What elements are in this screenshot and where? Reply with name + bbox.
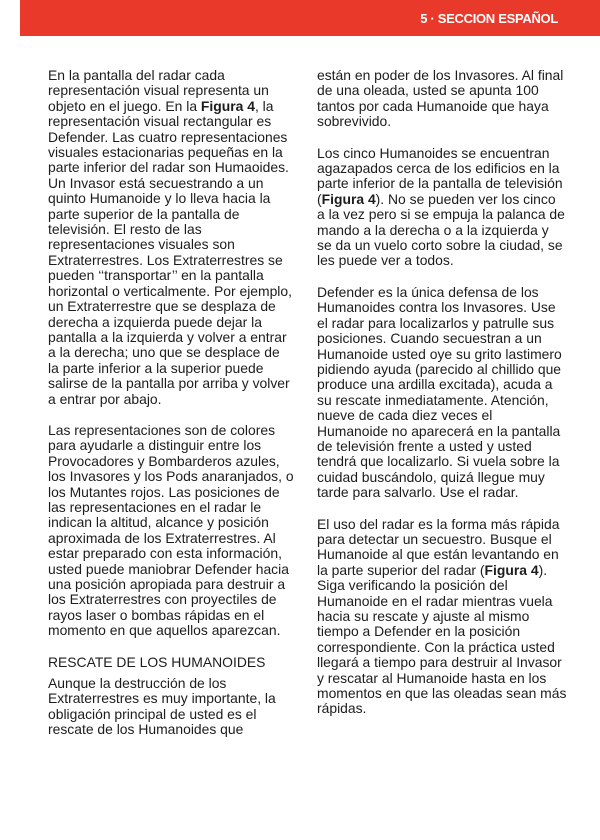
- paragraph-score: están en poder de los Invasores. Al final de una oleada, usted se apunta 100 tantos por cada Humanoide que haya sobrevivido.: [317, 67, 564, 130]
- text-segment: En la pantalla del radar cada representación visual representa un objeto en el juego. En la: [48, 67, 269, 114]
- figure-reference: Figura 4: [200, 97, 255, 114]
- paragraph-defense: Defender es la única defensa de los Humanoides contra los Invasores. Use el radar para localizarlos y patrulle sus posiciones. Cuando secuestran a un Humanoide usted oye su grito lastimero pidiendo ayuda (parecido al chillido que produce una ardilla excitada), acuda a su rescate inmediatamente. Atención, nueve de cada diez veces el Humanoide no aparecerá en la pantalla de televisión frente a usted y usted tendrá que localizarlo. Si vuela sobre la cuidad buscándolo, quizá llegue muy tarde para salvarlo. Use el radar.: [317, 283, 562, 501]
- text-segment: El uso del radar es la forma más rápida para detectar un secuestro. Busque el Humanoide al que están levantando en la parte superior del radar (: [317, 515, 560, 578]
- text-segment: ). No se pueden ver los cinco a la vez pero si se empuja la palanca de mando a la derecha o a la izquierda y se da un vuelo corto sobre la ciudad, se les puede ver a todos.: [317, 190, 565, 269]
- right-column: [317, 68, 567, 733]
- section-label: 5 · SECCION ESPAÑOL: [420, 11, 558, 26]
- text-segment: ). Siga verificando la posición del Humanoide en el radar mientras vuela hacia su rescate y ajuste al mismo tiempo a Defender en la posición correspondiente. Con la práctica usted llegará a tiempo para destruir al Invasor y rescatar al Humanoide hasta en los momentos en que las oleadas sean más rápidas.: [317, 561, 567, 717]
- text-segment: , la representación visual rectangular es Defender. Las cuatro representaciones visuales estacionarias pequeñas en la parte inferior del radar son Humaoides. Un Invasor está secuestrando a un quinto Humanoide y lo lleva hacia la parte superior de la pantalla de televisión. El resto de las representaciones visuales son Extraterrestres. Los Extraterrestres se pueden ‘‘transportar’’ en la pantalla horizontal o verticalmente. Por ejemplo, un Extraterrestre que se desplaza de derecha a izquierda puede dejar la pantalla a la izquierda y volver a entrar a la derecha; uno que se desplace de la parte inferior a la superior puede salirse de la pantalla por arriba y volver a entrar por abajo.: [48, 97, 292, 407]
- header-band: [20, 0, 600, 36]
- paragraph-radar-representations: [48, 68, 294, 407]
- paragraph-radar-use: [317, 517, 567, 717]
- paragraph-humanoids-location: [317, 146, 567, 269]
- figure-reference: Figura 4: [484, 561, 539, 578]
- left-column: [48, 68, 294, 754]
- figure-reference: Figura 4: [321, 190, 376, 207]
- section-heading-wrapper: [48, 655, 294, 670]
- paragraph-rescue-intro: Aunque la destrucción de los Extraterrestres es muy importante, la obligación principal de usted es el rescate de los Humanoides que: [48, 675, 276, 738]
- text-segment: Los cinco Humanoides se encuentran agazapados cerca de los edificios en la parte inferior de la pantalla de televisión (: [317, 144, 563, 207]
- paragraph-colors: Las representaciones son de colores para ayudarle a distinguir entre los Provocadores y Bombarderos azules, los Invasores y los Pods anaranjados, o los Mutantes rojos. Las posiciones de las representaciones en el radar le indican la altitud, alcance y posición aproximada de los Extraterrestres. Al estar preparado con esta información, usted puede maniobrar Defender hacia una posición apropiada para destruir a los Extraterrestres con proyectiles de rayos laser o bombas rápidas en el momento en que aquellos aparezcan.: [48, 421, 294, 639]
- section-heading: RESCATE DE LOS HUMANOIDES: [48, 653, 266, 670]
